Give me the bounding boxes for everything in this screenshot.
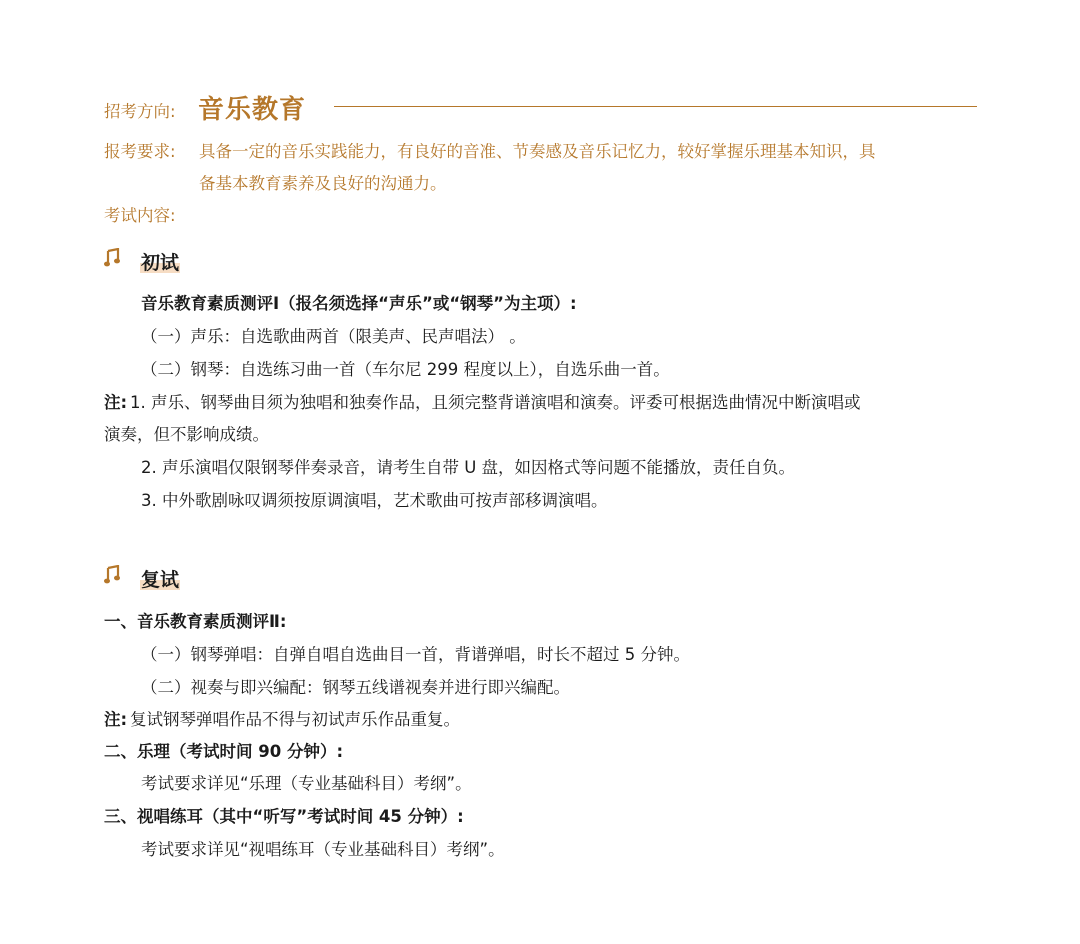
preliminary-note-2: 2. 声乐演唱仅限钢琴伴奏录音，请考生自带 U 盘，如因格式等问题不能播放，责任自负。 — [141, 458, 796, 477]
preliminary-item-vocal: （一）声乐：自选歌曲两首（限美声、民声唱法） 。 — [141, 327, 526, 346]
content-label: 考试内容: — [104, 206, 176, 225]
final-part-2-text: 考试要求详见“乐理（专业基础科目）考纲”。 — [141, 774, 472, 793]
final-part-3-text: 考试要求详见“视唱练耳（专业基础科目）考纲”。 — [141, 840, 505, 859]
preliminary-note-3: 3. 中外歌剧咏叹调须按原调演唱，艺术歌曲可按声部移调演唱。 — [141, 491, 608, 510]
preliminary-note-1-line-1: 1. 声乐、钢琴曲目须为独唱和独奏作品，且须完整背谱演唱和演奏。评委可根据选曲情况中断演唱或 — [130, 393, 861, 412]
final-part-1-item-1: （一）钢琴弹唱：自弹自唱自选曲目一首，背谱弹唱，时长不超过 5 分钟。 — [141, 645, 690, 664]
direction-label: 招考方向: — [104, 102, 176, 121]
requirements-label: 报考要求: — [104, 142, 176, 161]
preliminary-item-piano: （二）钢琴：自选练习曲一首（车尔尼 299 程度以上），自选乐曲一首。 — [141, 360, 670, 379]
requirements-line-1: 具备一定的音乐实践能力，有良好的音准、节奏感及音乐记忆力，较好掌握乐理基本知识，具 — [199, 142, 876, 161]
final-part-1-item-2: （二）视奏与即兴编配：钢琴五线谱视奏并进行即兴编配。 — [141, 678, 570, 697]
music-note-icon — [104, 248, 120, 272]
preliminary-subject: 音乐教育素质测评Ⅰ（报名须选择“声乐”或“钢琴”为主项）: — [141, 294, 577, 313]
final-part-3-title: 三、视唱练耳（其中“听写”考试时间 45 分钟）: — [104, 807, 464, 826]
preliminary-note-1-line-2: 演奏，但不影响成绩。 — [104, 425, 269, 444]
final-title: 复试 — [140, 565, 180, 592]
music-note-icon — [104, 565, 120, 589]
final-note-text: 复试钢琴弹唱作品不得与初试声乐作品重复。 — [130, 710, 460, 729]
preliminary-note-label: 注: — [104, 393, 128, 412]
page-title: 音乐教育 — [198, 95, 307, 125]
title-divider — [334, 106, 977, 107]
final-part-1-title: 一、音乐教育素质测评Ⅱ: — [104, 612, 287, 631]
preliminary-title: 初试 — [140, 248, 180, 275]
final-note-label: 注: — [104, 710, 128, 729]
requirements-line-2: 备基本教育素养及良好的沟通力。 — [199, 174, 447, 193]
final-part-2-title: 二、乐理（考试时间 90 分钟）: — [104, 742, 344, 761]
